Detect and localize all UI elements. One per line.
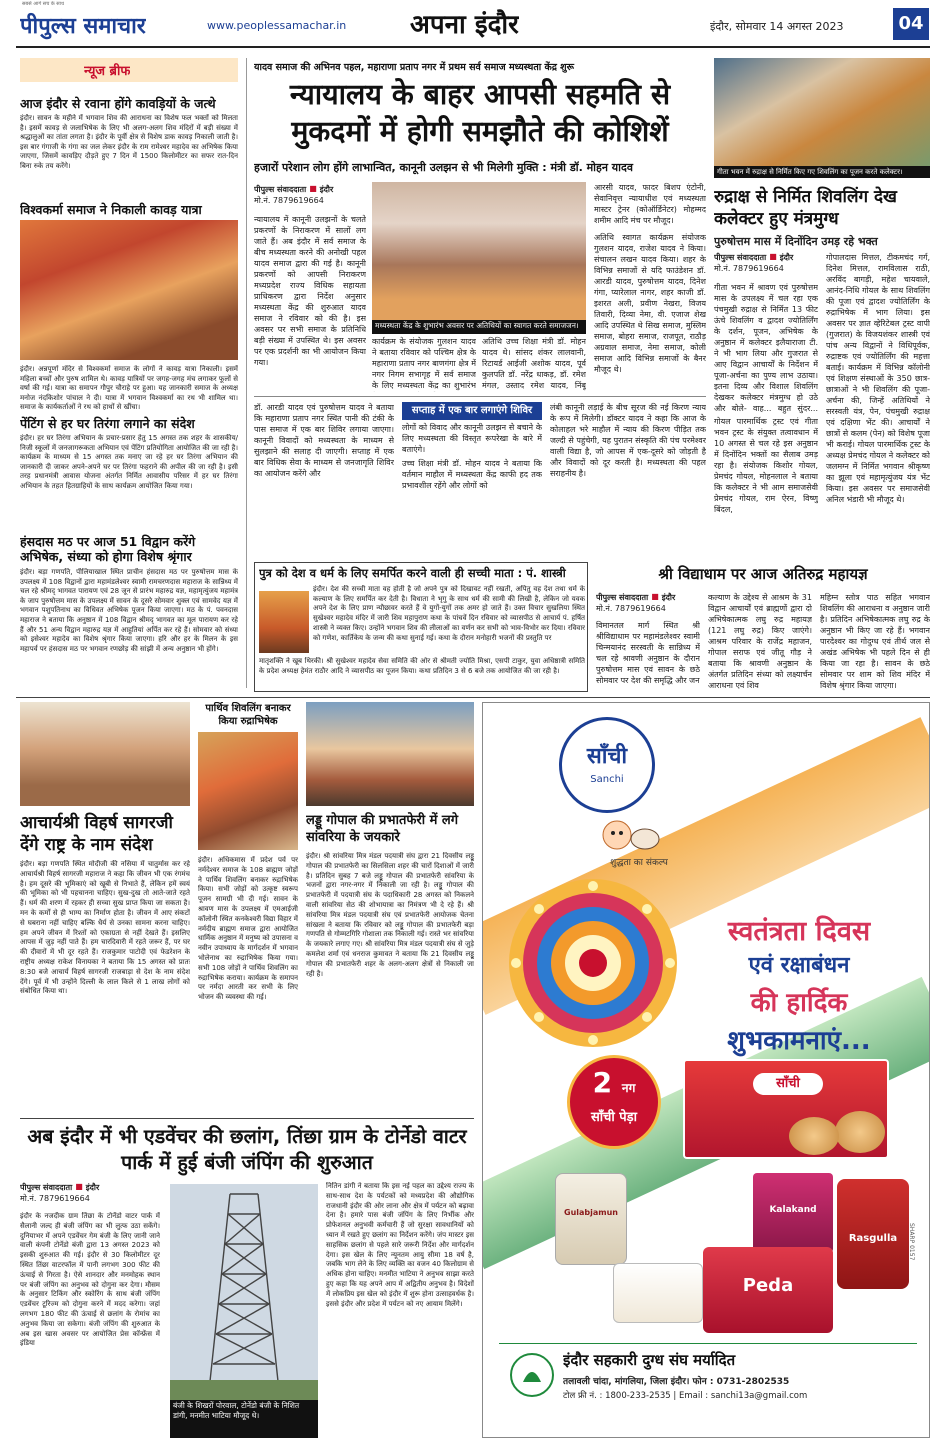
rudraksh-col-1b: गोयल पारमार्थिक ट्रस्ट एवं गीता भवन ट्रस्ट के संयुक्त तत्वावधान में 10 अगस्त से चल रहे इस अनुष्ठान में दिनोंदिन भक्तों का सैलाब उमड़ रहा है। संयोजक किशोर गोयल, प्रेमचंद गोयल, मोहनलाल ने बताया कि कलेक्टर ने भी आम समाजसेवी प्रेमचंद गोयल, राम ऐरन, विष्णु बिंदल, (714, 417, 818, 514)
rudraksh-story (714, 56, 930, 556)
shastri-photo (259, 591, 309, 653)
greeting-line-3: की हार्दिक (750, 988, 848, 1018)
mother-col-1: इंदौर। देश की सच्ची माता वह होती है जो अपने पुत्र को दिखावट नहीं रखती, अपितु वह देश तथा धर्म के कल्याण के लिए समर्पित कर देती है। विधाता ने भृगु के साथ धर्म की सामी की लिखी है, लेकिन जो यवक अपने देश के लिए प्राण न्यौछावर करते हैं वे युगों-युगों तक अमर हो जाते हैं। उक्त विचार सुखलिया स्थित सुखेश्वर महादेव मंदिर में जारी शिव महापुराण कथा के पांचवें दिन रविवार को व्यासपीठ से आचार्य पं. हर्षित शास्त्री ने व्यक्त किए। उन्होंने भगवान शिव की लीलाओं का वर्णन कर सभी को भाव-विभोर कर दिया। रविवार को गणेश, कार्तिकेय के जन्म की कथा सुनाई गई। कथा के दौरान मनोहारी भजनों की प्रस्तुति पर (313, 585, 585, 642)
lead-col-3: अतिथि उच्च शिक्षा मंत्री डॉ. मोहन यादव थे। सांसद शंकर लालवानी, रिटायर्ड आईजी अशोक यादव, पूर्व कुलपति डॉ. नरेंद्र धाकड़, डॉ. रमेश मंगल, उस्ताद रमेश यादव, निंबू (482, 337, 586, 390)
waterpark-col-2: नितिन डांगी ने बताया कि इस नई पहल का उद्देश्य राज्य के साथ-साथ देश के पर्यटकों को मध्यप्रदेश की औद्योगिक राजधानी इंदौर की ओर लाना और क्षेत्र में पर्यटन को बढ़ावा देना है। हमारे पास बंजी जंपिंग के लिए निर्भीक और प्रोफेशनल अनुभवी कर्मचारी हैं जो सुरक्षा सावधानियों को ध्यान में रखते हुए छलांग का निर्देशन करेंगे। जंप मास्टर इस साहसिक छलांग से पहले सारे जरूरी निर्देश और मार्गदर्शन देगा। इस खेल के लिए न्यूनतम आयु सीमा 18 वर्ष है, जबकि भाग लेने के लिए व्यक्ति का वजन 40 किलोग्राम से अधिक होना चाहिए। मनमीत भाटिया ने अनुभव साझा करते हुए कहा कि यह अपने आप में अद्वितीय अनुभव है। विदेशों में लोकप्रिय इस खेल को इंदौर में शुरू होना उत्साहवर्धक है। इससे इंदौर और प्रदेश में पर्यटन को नए आयाम मिलेंगे। (326, 1182, 474, 1308)
product-gulabjamun: Gulabjamun (564, 1208, 618, 1217)
ad-address: तलावली चांदा, मांगलिया, जिला इंदौर। फोन : 0731-2802535 (563, 1377, 790, 1387)
dairy-union-icon (509, 1352, 555, 1398)
waterpark-story (20, 1118, 474, 1440)
sanchi-logo-en: Sanchi (590, 774, 624, 785)
lead-headline: न्यायालय के बाहर आपसी सहमति से मुकदमों में होगी समझौते की कोशिशें (289, 78, 671, 148)
lead-col-b3: लंबी कानूनी लड़ाई के बीच सूरज की नई किरण न्याय के रूप में मिलेगी। डॉक्टर यादव ने कहा कि आज के कोलाहल भरे माहौल में न्याय की किरण पीड़ित तक जल्दी से पहुंचेगी, यह पुरातन संस्कृति की पंच परमेश्वर वाली विद्या है, जो आपस में एक-दूसरे को जोड़ती है और विवादों को दूर करती है। मध्यस्थता की पहल सराहनीय है। (550, 403, 706, 478)
laddu-text: इंदौर। श्री सांवरिया मित्र मंडल पदयात्री संघ द्वारा 21 दिवसीय लड्डू गोपाल की प्रभातफेरी का सिलसिला शहर की चारों दिशाओं में जारी है। प्रतिदिन सुबह 7 बजे लड्डू गोपाल की प्रभातफेरी सांवरिया के भजनों द्वारा नगर-नगर में निकाली जा रही है। लड्डू गोपाल की प्रभातफेरी में पदयात्री संघ के पदाधिकारी 28 अगस्त को निकलने वाली सांवरिया सेठ की शोभायात्रा का निमंत्रण भी दे रहे हैं। श्री सांवरिया मित्र मंडल पदयात्री संघ एवं प्रभातफेरी आयोजक चेतना सांखला ने बताया कि रविवार को लड्डू गोपाल की प्रभातफेरी बड़ा गणपति से गोम्मटगिरि गोशाला तक निकाली गई। रास्ते भर सांवरिया के जयकारे लगाए गए। श्री सांवरिया मित्र मंडल पदयात्री संघ से जुड़े कमलेश शर्मा एवं धनराज कुमावत ने बताया कि 21 दिवसीय लड्डू गोपाल की प्रभातफेरी शहर के अलग-अलग क्षेत्रों से निकाली जा रही है। (306, 852, 474, 978)
waterpark-col-1: इंदौर के नजदीक ग्राम तिंछा के टोर्नेडो वाटर पार्क में सैलानी जल्द ही बंजी जंपिंग का भी लुत्फ उठा सकेंगे। दुनियाभर में अपने एडवेंचर गेम बंजी के लिए जानी जाने वाली कंपनी टोर्नेडो बंजी द्वारा 13 अगस्त 2023 को इसकी शुरुआत की गई। इंदौर से 30 किलोमीटर दूर स्थित तिंछा वाटरफॉल में पानी लगभग 300 फीट की ऊंचाई से गिरता है। ऐसे शानदार और मनमोहक स्थान पर बंजी जंपिंग का अनुभव को दोगुना कर देगा। मौसम के अनुसार टिकिंग और स्कोरिंग के साथ बंजी जंपिंग एडवेंचर टूरिज्म को दोगुना करने में मदद करेगा। जहां लगभग 180 फीट की ऊंचाई से छलांग के रोमांच का अनुभव किया जा सकेगा। बंजी जंपिंग की शुरुआत के अब इस खास अवसर पर आयोजित प्रेस कॉन्फ्रेंस में इंडिया (20, 1212, 160, 1348)
waterpark-byline: पीपुल्स संवाददाता (20, 1183, 73, 1192)
vidyadham-mobile: मो.नं. 7879619664 (596, 604, 666, 613)
waterpark-city: इंदौर (85, 1183, 100, 1192)
vidyadham-byline-block: पीपुल्स संवाददाता ■ इंदौर मो.नं. 7879619664 (596, 592, 702, 614)
vidyadham-col-1: विमानतल मार्ग स्थित श्री श्रीविद्याधाम पर महामंडलेश्वर स्वामी चिन्मयानंद सरस्वती के सान्निध्य में चल रहे श्रावणी अनुष्ठान के दौरान पुरुषोत्तम मास एवं सावन के छठे सोमवार पर देश की समृद्धि और जन (596, 621, 700, 685)
lead-col-b1: डॉ. आरडी यादव एवं पुरुषोत्तम यादव ने बताया कि महाराणा प्रताप नगर स्थित पानी की टंकी के पास समाज में एक बार शिविर लगाया जाएगा। कानूनी विवादों को मध्यस्थता के माध्यम से सुलझाने की सलाह दी जाएगी। सप्ताह में एक बार विधिक सेवा के माध्यम से जनजागृति शिविर का आयोजन करेंगे और (254, 403, 394, 478)
lead-col-1: न्यायालय में कानूनी उलझनों के चलते प्रकरणों के निराकरण में सालों लग जाते हैं। अब इंदौर में सर्व समाज के बीच मध्यस्थता करने की अनोखी पहल यादव समाज द्वारा की गई है। कानूनी प्रकरणों को आपसी निराकरण मध्यप्रदेश राज्य विधिक सहायता प्राधिकरण द्वारा निर्देश अनुसार मध्यस्थता केंद्र की शुरुआत यादव समाज ने रविवार को की है। इस अवसर पर सभी समाज के प्रतिनिधि बड़ी संख्या में उपस्थित थे। इस अवसर पर एक प्रदर्शनी का भी आयोजन किया गया। (254, 215, 366, 367)
rudraksh-subhead: पुरुषोत्तम मास में दिनोंदिन उमड़ रहे भक्त (714, 235, 878, 248)
product-rasgulla: Rasgulla (848, 1233, 898, 1244)
kalakand-box (753, 1173, 833, 1253)
viharsh-story (20, 702, 190, 1112)
rudraksh-mobile: मो.नं. 7879619664 (714, 264, 784, 273)
parthiv-photo (198, 732, 298, 850)
vidyadham-headline: श्री विद्याधाम पर आज अतिरुद्र महायज्ञ (658, 565, 868, 583)
lead-mobile: मो.नं. 7879619664 (254, 196, 324, 205)
badge-number: 2 (592, 1066, 613, 1099)
greeting-line-1: स्वतंत्रता दिवस (727, 916, 871, 947)
rasgulla-tin (837, 1179, 909, 1289)
rudraksh-byline: पीपुल्स संवाददाता (714, 253, 767, 262)
lead-kicker: यादव समाज की अभिनव पहल, महाराणा प्रताप नगर में प्रथम सर्व समाज मध्यस्थता केंद्र शुरू (254, 62, 575, 73)
lead-city: इंदौर (319, 185, 334, 194)
brief-headline-3: पेंटिंग से हर घर तिरंगा लगाने का संदेश (20, 416, 195, 431)
brief-text-2: इंदौर। अन्नपूर्णा मंदिर से विश्वकर्मा समाज के लोगों ने कावड़ यात्रा निकाली। इसमें महिला बच्चों और पुरुष शामिल थे। कावड़ यात्रियों पर जगह-जगह मंच लगाकर फूलों से वर्षा की गई। यात्रा का समापन गौपुर चौराहे पर हुआ। यह जानकारी समाज के अध्यक्ष मनोज नंदकिशोर पांचाल ने दी। यात्रा में भगवान विश्वकर्मा का रथ भी शामिल था। समाज के कार्यकर्ताओं ने रथ को हाथों से खींचा। (20, 365, 238, 412)
paper-logo: पीपुल्स समाचार (20, 13, 146, 39)
product-kalakand: Kalakand (769, 1205, 817, 1215)
acharya-photo (20, 702, 190, 806)
rudraksh-city: इंदौर (779, 253, 794, 262)
masthead-rule (16, 46, 930, 48)
brief-text-4: इंदौर। बड़ा गणपति, पीलियाखाल स्थित प्राचीन हंसदास मठ पर पुरुषोत्तम मास के उपलक्ष्य में 108 विद्वानों द्वारा महामंडलेश्वर स्वामी रामचरणदास महाराज के सान्निध्य में चल रहे श्रीमद् भागवत पारायण एवं 28 जून से प्रारंभ महारुद्र यज्ञ, महामृत्युंजय महामंत्र के जाप पुरुषोत्तम मास के उपलक्ष्य में सावन के दूसरे सोमवार शुक्ल एवं सामवेद यज्ञ में भगवान पशुपतिनाथ का विधिवत अभिषेक पूजन किया जाएगा। मठ के पं. पवनदास महाराज ने बताया कि अनुष्ठान में 108 विद्वान श्रीमद् भागवत का मूल पारायण कर रहे हैं और 51 अन्य विद्वान महारुद्र यज्ञ में आहुतियां अर्पित कर रहे हैं। सोमवार को संध्या को इसेश्वर महादेव का विशेष श्रृंगार किया जाएगा। हरि और हर के मिलन के इस महापर्व पर हंसदास मठ पर भगवान रणछोड़ की सांझी में अन्य अनुष्ठान भी होंगे। (20, 568, 238, 653)
lead-subhead: हजारों परेशान लोग होंगे लाभान्वित, कानूनी उलझन से भी मिलेगी मुक्ति : मंत्री डॉ. मोहन यादव (254, 161, 633, 174)
mother-story (254, 562, 588, 692)
vidyadham-col-2: कल्याण के उद्देश्य से आश्रम के 31 विद्वान आचार्यों एवं ब्राह्मणों द्वारा दो अभिषेकात्मक लघु रुद्र महायज्ञ (121 लघु रुद्र) किए जाएंगे। आश्रम परिवार के राजेंद्र महाजन, गोपाल सराफ एवं जीतू गौड़ ने बताया कि श्रावणी अनुष्ठान के अंतर्गत प्रतिदिन संध्या को लक्ष्यार्चन आराधना एवं शिव (708, 593, 812, 690)
brief-text-1: इंदौर। सावन के महीने में भगवान शिव की आराधना का विशेष फल भक्तों को मिलता है। इसमें कावड़ से जलाभिषेक के लिए भी अलग-अलग शिव मंदिरों में बड़ी संख्या में श्रद्धालुओं का तांता लगता है। इंदौर के पूर्वी क्षेत्र से विशेष डाक कावड़ निकाली जाती है। इस बार गंगाजी के गंगा का जल लेकर इंदौर के राम रामेश्वर महादेव का अभिषेक किया जाएगा, जिसमें कावड़िए दौड़ते हुए 7 दिन में 1500 किलोमीटर का सफर रात-दिन बिना रुके तय करेंगे। (20, 114, 238, 170)
lead-story (254, 56, 706, 556)
lead-photo-caption: मध्यस्थता केंद्र के शुभारंभ अवसर पर अतिथियों का स्वागत करते समाजजन। (372, 320, 586, 334)
mother-col-2: मातृशक्ति ने खूब थिरकी। श्री सुखेश्वर महादेव सेवा समिति की ओर से श्रीमती ज्योति मिश्रा, एसपी टाकुर, युवा अधिष्ठात्री समिति के प्रदेश अध्यक्ष हेमंत राठौर आदि ने व्यासपीठ का पूजन किया। कथा प्रतिदिन 3 से 6 बजे तक आयोजित की जा रही है। (259, 657, 585, 675)
brief-headline-2: विश्वकर्मा समाज ने निकाली कावड़ यात्रा (20, 202, 202, 217)
greeting-line-4: शुभकामनाएं... (727, 1026, 871, 1056)
waterpark-byline-block: पीपुल्स संवाददाता ■ इंदौर मो.नं. 7879619664 (20, 1182, 160, 1204)
badge-unit: नग (621, 1081, 636, 1095)
dateline: इंदौर, सोमवार 14 अगस्त 2023 (710, 20, 844, 33)
badge-text: साँची पेड़ा (590, 1110, 637, 1125)
cow-mascot-icon (593, 809, 663, 857)
greeting-line-2: एवं रक्षाबंधन (748, 953, 850, 978)
rudraksh-col-2: गोपालदास मित्तल, टीकमचंद गर्ग, दिनेश मित्तल, रामविलास राठी, अरविंद बागड़ी, महेश चायवाले, आनंद-निधि गोयल के साथ शिवलिंग की पूजा एवं द्वादश ज्योतिर्लिंग के रुद्राभिषेक में भाग लिया। इस अवसर पर ज्ञात व्हेरिटेबल ट्रस्ट वापी (गुजरात) के विजयशंकर शास्त्री एवं पांच अन्य विद्वानों ने विधिपूर्वक, रुद्राष्टक एवं ज्योतिर्लिंग की महत्ता बताई। कार्यक्रम में विभिन्न कॉलोनी एवं शिक्षण संस्थाओं के 350 छात्र-छात्राओं ने भी शिवलिंग की पूजा-अर्चना की, जिन्हें अतिथियों ने सरस्वती यंत्र, पेन, पंचमुखी रुद्राक्ष एवं दक्षिणा भेंट की। आचार्यों ने छात्रों से कलम (पेन) को विशेष पूजा भी कराई। गोयल पारमार्थिक ट्रस्ट के अध्यक्ष प्रेमचंद गोयल ने कलेक्टर को जलमग्न में निर्मित भगवान श्रीकृष्ण का झूला एवं महामृत्युंजय यंत्र भेंट किया। इस अवसर पर समाजसेवी अनिल भंडारी भी मौजूद थे। (826, 253, 930, 504)
bungee-tower-photo (170, 1184, 318, 1400)
rudraksh-col-1: गीता भवन में श्रावण एवं पुरुषोत्तम मास के उपलक्ष्य में चल रहा एक पंचमुखी रुद्राक्ष से निर्मित 13 फीट ऊंचे शिवलिंग व द्वादश ज्योतिर्लिंग के दर्शन, पूजन, अभिषेक के अनुष्ठान में कलेक्टर इलैयाराजा टी. ने भी भाग लिया और गुजरात से आए विद्वान आचार्यों के निर्देशन में पूजा-अर्चना का पुण्य लाभ उठाया। इतना दिव्य और विशाल शिवलिंग देखकर कलेक्टर मंत्रमुग्ध हो उठे और बोले- वाह... बहुत सुंदर... (714, 283, 818, 413)
brief-header: न्यूज ब्रीफ (84, 64, 131, 79)
peda-box-logo: साँची (753, 1073, 823, 1095)
ad-footer (499, 1343, 917, 1433)
viharsh-headline: आचार्यश्री विहर्ष सागरजी देंगे राष्ट्र के नाम संदेश (20, 813, 173, 855)
waterpark-mobile: मो.नं. 7879619664 (20, 1194, 90, 1203)
ad-contact: टोल फ्री नं. : 1800-233-2535 | Email : sanchi13a@gmail.com (563, 1391, 808, 1401)
lead-photo (372, 182, 586, 320)
section-rule (16, 697, 930, 698)
product-peda: Peda (742, 1275, 794, 1296)
lead-col-4b: अतिथि स्वागत कार्यक्रम संयोजक गुलशन यादव, राजेश यादव ने किया। संचालन लखन यादव किया। शहर के विभिन्न समाजों से यदि फाउंडेशन डॉ. आरडी यादव, पुरुषोत्तम यादव, दिनेश गंगा, प्यारेलाल नागर, शहर काजी डॉ. इशरत अली, प्रवीण नेखरा, विजय तिवारी, दिव्या नेमा, वी. एजाज शेख आदि उपस्थित थे सिख समाज, मुस्लिम समाज, बोहरा समाज, राजपूत, राठौड़ अग्रवाल समाज, नेमा समाज, कोली समाज आदि विभिन्न समाजों के बैनर मौजूद थे। (594, 233, 706, 374)
ad-code: SHARP 0157 (908, 1223, 915, 1261)
bungee-photo-caption: बंजी के शिखरों पोरवाल, टोर्नेडो बंजी के निशित डांगी, मनमीत भाटिया मौजूद थे। (170, 1400, 318, 1438)
page-number: 04 (893, 8, 929, 40)
kalakand-tray (613, 1263, 703, 1323)
rudraksh-photo-caption: गीता भवन में रुद्राक्ष से निर्मित किए गए शिवलिंग का पूजन करते कलेक्टर। (714, 166, 930, 178)
news-brief (20, 58, 238, 698)
sanchi-logo (559, 717, 655, 813)
vidyadham-city: इंदौर (661, 593, 676, 602)
rudraksh-photo (714, 58, 930, 166)
viharsh-text: इंदौर। बड़ा गणपति स्थित मोदीजी की नसिया में चातुर्मास कर रहे आचार्यश्री विहर्ष सागरजी महाराज ने कहा कि जीवन भी एक रंगमंच है। हम दूसरे की भूमिकाएं को खूबी से निभाते हैं, लेकिन हमें स्वयं की भूमिका को भी पहचानना चाहिए। सुख-दुख तो आते-जाते रहते हैं। धर्म की शरण में रहकर ही सच्चा सुख प्राप्त किया जा सकता है। मन के कर्मों से ही भाग्य का निर्माण होता है। जीवन में आए संकटों से घबराना नहीं चाहिए बल्कि धैर्य से उनका सामना करना चाहिए। हम अपने जीवन में रिश्तों को एकाग्रता से नहीं देखते हैं। इसलिए आपस में जुड़ नहीं पाते हैं। हम चारदिवारी में रहते जरूर हैं, पर घर की दीवारों में भी दूर रहते हैं। राजकुमार पाटोदी एवं फेडरेशन के राष्ट्रीय अध्यक्ष राकेश विनायका ने बताया कि 15 अगस्त को प्रातः 8:30 बजे आचार्य विहर्ष सागरजी राजबाड़ा से देश के नाम संदेश देंगे। पूर्व में भी उन्होंने दिल्ली के लाल किले से 1 लाख लोगों को संबोधित किया था। (20, 860, 190, 996)
laddu-story (306, 702, 474, 1112)
brief-text-3: इंदौर। हर घर तिरंगा अभियान के प्रचार-प्रसार हेतु 15 अगस्त तक शहर के शासकीय/निजी स्कूलों में जनजागरूकता अभियान एवं पेंटिंग प्रतियोगिता आयोजित की जा रही है। कार्यक्रम के माध्यम से 15 अगस्त तक मनाए जा रहे हर घर तिरंगा अभियान की जानकारी दी जाकर अपने-अपने घर पर तिरंगा फहराने की अपील की जा रही है। इसी तरह प्रधानमंत्री आवास योजना अंतर्गत निर्मित आवासीय परिसर में हर घर तिरंगा अभियान के तहत हितग्राहियों के साथ कार्यक्रम आयोजित किया गया। (20, 434, 238, 490)
peda-pack (703, 1247, 833, 1333)
rudraksh-headline: रुद्राक्ष से निर्मित शिवलिंग देख कलेक्टर हुए मंत्रमुग्ध (714, 187, 897, 229)
peda-badge (567, 1055, 661, 1149)
sanchi-logo-text: साँची (586, 744, 628, 769)
masthead (0, 0, 945, 48)
vidyadham-story (596, 562, 930, 692)
brief-headline-4: हंसदास मठ पर आज 51 विद्वान करेंगे अभिषेक, संध्या को होगा विशेष श्रृंगार (20, 534, 196, 564)
rangoli-graphic (503, 873, 683, 1053)
lead-byline-block: पीपुल्स संवाददाता ■ इंदौर मो.नं. 7879619664 (254, 184, 366, 206)
website-link[interactable]: www.peoplessamachar.in (207, 19, 347, 32)
waterpark-headline: अब इंदौर में भी एडवेंचर की छलांग, तिंछा ग्राम के टोर्नेडो वाटर पार्क में हुई बंजी जंपिंग की शुरुआत (27, 1125, 467, 1174)
parthiv-headline: पार्थिव शिवलिंग बनाकर किया रुद्राभिषेक (205, 703, 291, 727)
parthiv-text: इंदौर। अधिकमास में प्रदेश पर्व पर नर्मदेश्वर समाज के 108 ब्राह्मण जोड़ों ने पार्थिव शिवलिंग बनाकर रुद्राभिषेक किया। सभी जोड़ों को उत्कृष्ट स्वरूप पूजन सामग्री भी दी गई। सावन के श्रावण मास के उपलक्ष्य में एमआईजी कॉलोनी स्थित कनकेश्वरी विद्या विहार में नर्मदीय ब्राह्मण समाज द्वारा आयोजित धार्मिक अनुष्ठान में मनुष्य को उपासना व नवीन उपाध्याय के मार्गदर्शन में भगवान भोलेनाथ का रुद्राभिषेक किया गया। सभी 108 जोड़ों ने पार्थिव शिवलिंग का रुद्राभिषेक कराया। कार्यक्रम के समापन पर नर्मदा आरती कर सभी के लिए भोजन की व्यवस्था की गई। (198, 856, 298, 1002)
gulabjamun-tin (555, 1173, 627, 1265)
sanchi-tagline: शुद्धता का संकल्प (610, 858, 668, 868)
camp-box-head: सप्ताह में एक बार लगाएंगे शिविर (402, 402, 542, 420)
sanchi-ad (482, 702, 930, 1438)
peda-box (683, 1059, 889, 1159)
vidyadham-col-3: महिम्न स्तोत्र पाठ सहित भगवान शिवलिंग की आराधना व अनुष्ठान जारी है। प्रतिदिन अभिषेकात्मक लघु रुद्र के अनुष्ठान भी किए जा रहे हैं। भगवान पारदेश्वर का गोदुग्ध एवं तीर्थ जल से अखंड अभिषेक भी पहले दिन से ही किया जा रहा है। सावन के छठे सोमवार पर शाम को शिव मंदिर में विशेष श्रृंगार किया जाएगा। (820, 593, 930, 690)
lead-col-4: आरसी यादव, फादर बिशप एंटोनी, सेवानिवृत्त न्यायाधीश एवं मध्यस्थता मास्टर ट्रेनर (कोऑर्डिनेटर) मोहम्मद शमीम आदि मंच पर मौजूद। (594, 183, 706, 225)
rudraksh-byline-block: पीपुल्स संवाददाता ■ इंदौर मो.नं. 7879619664 (714, 252, 818, 274)
laddu-photo (306, 702, 474, 806)
ad-org-name: इंदौर सहकारी दुग्ध संघ मर्यादित (563, 1351, 736, 1369)
brief-headline-1: आज इंदौर से रवाना होंगे कावड़ियों के जत्थे (20, 96, 216, 111)
kavad-yatra-photo (20, 220, 238, 360)
mother-headline: पुत्र को देश व धर्म के लिए समर्पित करने वाली ही सच्ची माता : पं. शास्त्री (259, 566, 566, 580)
lead-col-2: कार्यक्रम के संयोजक गुलशन यादव ने बताया रविवार को पश्चिम क्षेत्र के महाराणा प्रताप नगर बाणगंगा क्षेत्र में नगर निगम सभागृह में सर्व समाज के लिए मध्यस्थता केंद्र का शुभारंभ (372, 337, 476, 390)
tagline: सबसे आगे सच के साथ (22, 1, 65, 7)
col-divider (246, 58, 247, 688)
laddu-headline: लड्डू गोपाल की प्रभातफेरी में लगे सांवरिया के जयकारे (306, 813, 459, 845)
parthiv-story (198, 702, 298, 1112)
lead-col-b2: उच्च शिक्षा मंत्री डॉ. मोहन यादव ने बताया कि वर्तमान माहौल में मध्यस्थता केंद्र काफी हद तक प्रभावशील रहेंगे और लोगों को (402, 459, 542, 490)
vidyadham-byline: पीपुल्स संवाददाता (596, 593, 649, 602)
section-title: अपना इंदौर (410, 10, 519, 40)
lead-byline: पीपुल्स संवाददाता (254, 185, 307, 194)
camp-box-text: लोगों को विवाद और कानूनी उलझन से बचाने के लिए मध्यस्थता की विस्तृत रूपरेखा के बारे में बताएंगे। (402, 423, 542, 454)
